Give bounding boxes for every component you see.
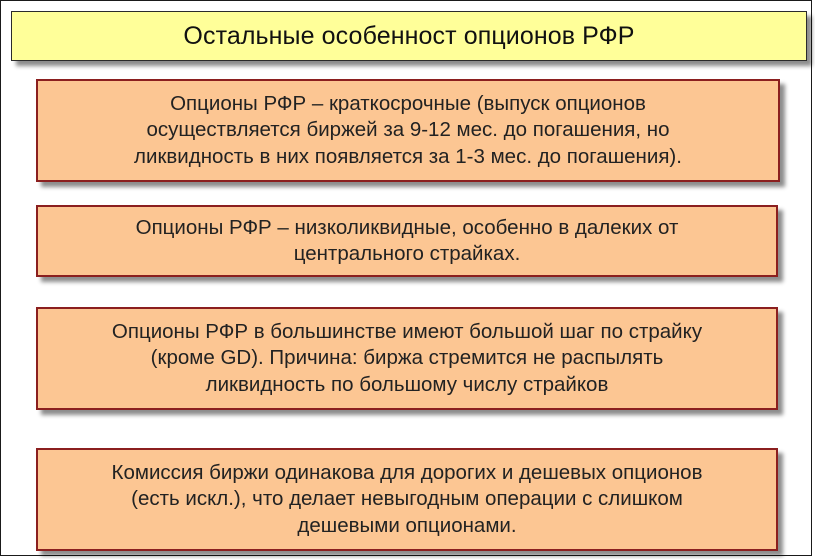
title-box xyxy=(11,11,807,61)
feature-card-low-liquidity xyxy=(36,205,778,277)
feature-card-text: Опционы РФР в большинстве имеют большой шаг по страйку (кроме GD). Причина: биржа стремится не распылять ликвидность по большому числу страйков xyxy=(111,319,703,396)
feature-card-strike-step xyxy=(36,307,778,410)
feature-card-text: Опционы РФР – краткосрочные (выпуск опционов осуществляется биржей за 9-12 мес. до погашения, но ликвидность в них появляется за 1-3 мес. до погашения). xyxy=(134,91,682,168)
feature-card-short-term xyxy=(36,79,780,182)
feature-card-commission xyxy=(36,448,778,551)
feature-card-text: Опционы РФР – низколиквидные, особенно в далеких от центрального страйках. xyxy=(135,215,679,265)
slide-title: Остальные особенност опционов РФР xyxy=(183,21,635,50)
feature-card-text: Комиссия биржи одинакова для дорогих и дешевых опционов (есть искл.), что делает невыгодным операции с слишком дешевыми опционами. xyxy=(111,460,703,537)
